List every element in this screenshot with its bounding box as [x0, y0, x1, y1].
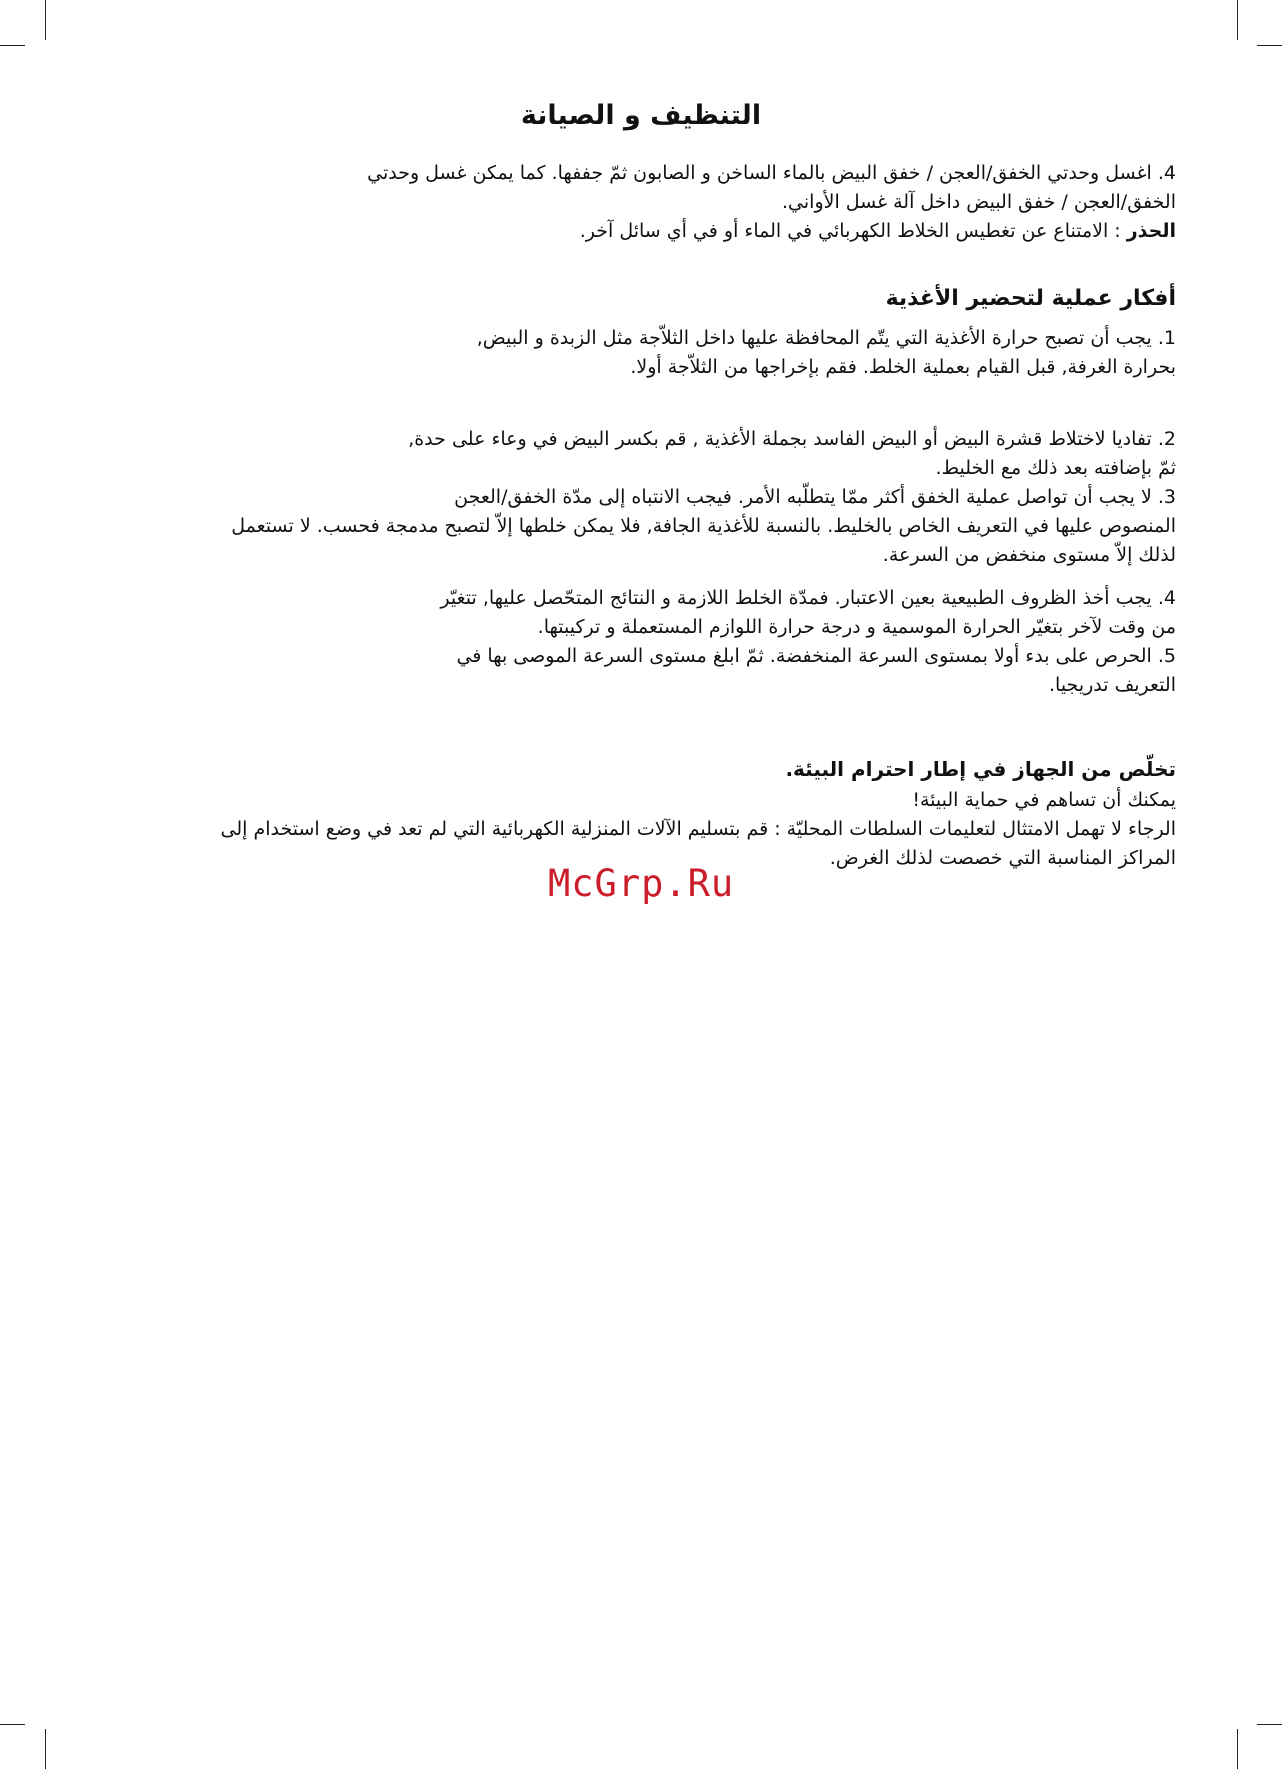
text-line: الخفق/العجن / خفق البيض داخل آلة غسل الأواني. [782, 191, 1176, 213]
text-line: المراكز المناسبة التي خصصت لذلك الغرض. [829, 847, 1176, 869]
warning-line [116, 217, 1176, 246]
text-line: بحرارة الغرفة, قبل القيام بعملية الخلط. فقم بإخراجها من الثلاّجة أولا. [630, 356, 1176, 378]
text-line: ثمّ بإضافته بعد ذلك مع الخليط. [935, 457, 1176, 479]
tip-item-1 [116, 324, 1176, 382]
text-line: يمكنك أن تساهم في حماية البيئة! [912, 789, 1176, 811]
text-line: 2. تفاديا لاختلاط قشرة البيض أو البيض الفاسد بجملة الأغذية , قم بكسر البيض في وعاء على حدة, [408, 428, 1176, 450]
text-line: 1. يجب أن تصبح حرارة الأغذية التي يتّم المحافظة عليها داخل الثلاّجة مثل الزبدة و البيض, [476, 327, 1176, 349]
tip-item-4 [116, 584, 1176, 642]
tip-item-5 [116, 642, 1176, 700]
crop-mark [0, 1724, 25, 1725]
text-line: 3. لا يجب أن تواصل عملية الخفق أكثر ممّا يتطلّبه الأمر. فيجب الانتباه إلى مدّة الخفق/العجن [454, 486, 1176, 508]
crop-mark [45, 0, 46, 40]
crop-mark [1257, 45, 1282, 46]
tip-item-2 [16, 425, 1176, 483]
watermark-logo: McGrp.Ru [548, 862, 735, 905]
tip-item-3 [6, 483, 1176, 570]
section-heading: أفكار عملية لتحضير الأغذية [885, 286, 1176, 311]
text-line: المنصوص عليها في التعريف الخاص بالخليط. بالنسبة للأغذية الجافة, فلا يمكن خلطها إلاّ لتصبح مدمجة فحسب. لا تستعمل [231, 515, 1176, 537]
disposal-paragraph [16, 786, 1176, 873]
section-heading: تخلّص من الجهاز في إطار احترام البيئة. [785, 757, 1176, 781]
warning-text: : الامتناع عن تغطيس الخلاط الكهربائي في الماء أو في أي سائل آخر. [579, 220, 1127, 242]
warning-label: الحذر [1126, 220, 1176, 242]
text-line: 5. الحرص على بدء أولا بمستوى السرعة المنخفضة. ثمّ ابلغ مستوى السرعة الموصى بها في [456, 645, 1176, 667]
crop-mark [1257, 1724, 1282, 1725]
text-line: لذلك إلاّ مستوى منخفض من السرعة. [882, 544, 1176, 566]
text-line: الرجاء لا تهمل الامتثال لتعليمات السلطات المحليّة : قم بتسليم الآلات المنزلية الكهربائية التي لم تعد في وضع استخدام إلى [220, 818, 1176, 840]
cleaning-paragraph [116, 159, 1176, 246]
crop-mark [1237, 0, 1238, 40]
crop-mark [0, 45, 25, 46]
page-title: التنظيف و الصيانة [520, 100, 762, 131]
text-line: من وقت لآخر بتغيّر الحرارة الموسمية و درجة حرارة اللوازم المستعملة و تركيبتها. [537, 616, 1176, 638]
text-line: 4. يجب أخذ الظروف الطبيعية بعين الاعتبار. فمدّة الخلط اللازمة و النتائج المتحّصل عليها, تتغيّر [440, 587, 1176, 609]
text-line: 4. اغسل وحدتي الخفق/العجن / خفق البيض بالماء الساخن و الصابون ثمّ جففها. كما يمكن غسل وحدتي [367, 162, 1176, 184]
crop-mark [45, 1729, 46, 1769]
crop-mark [1237, 1729, 1238, 1769]
text-line: التعريف تدريجيا. [1049, 674, 1176, 696]
